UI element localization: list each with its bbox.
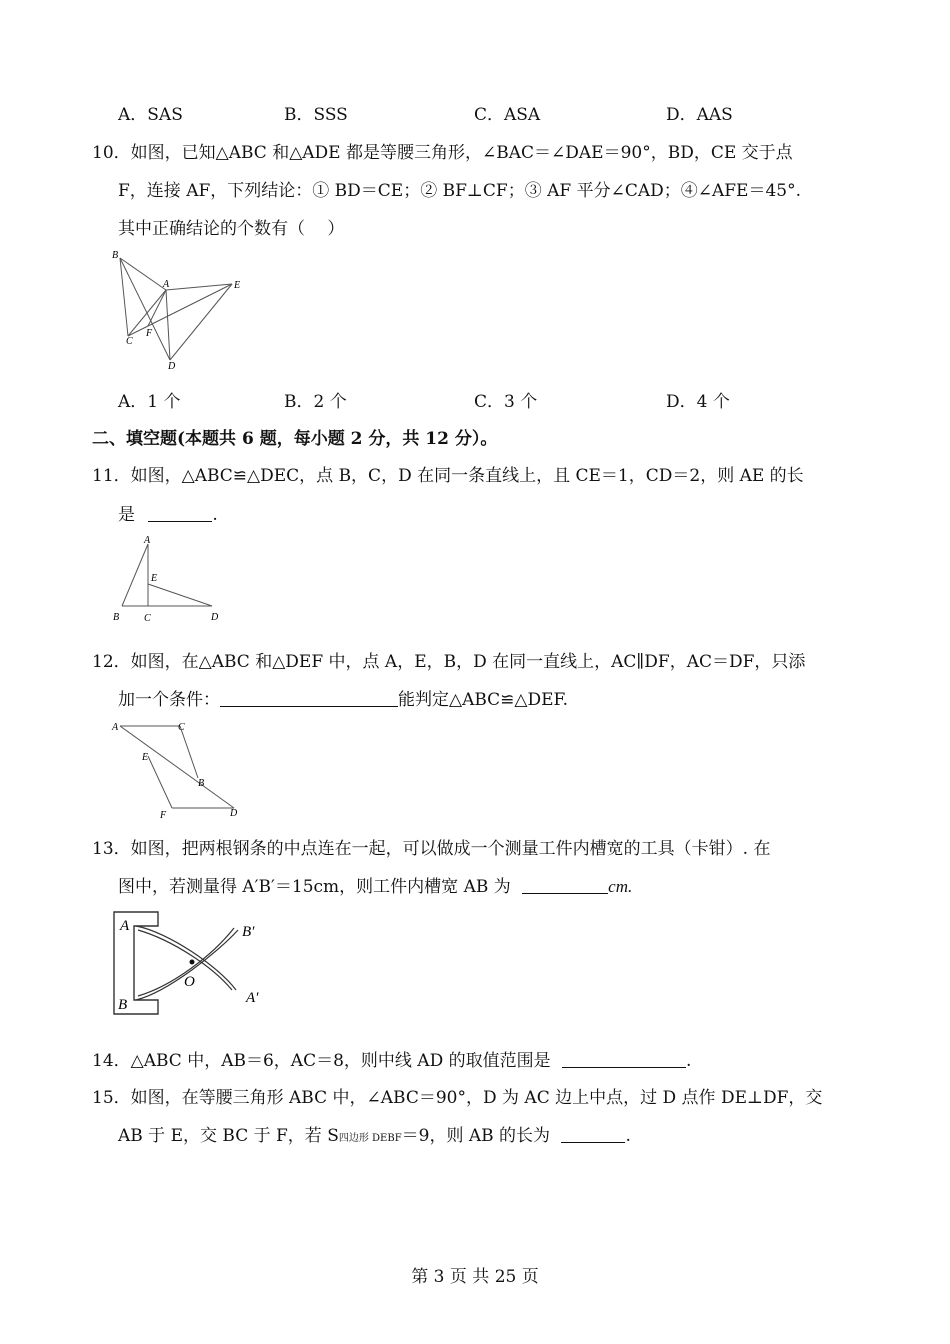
section-2-heading: 二、填空题(本题共 6 题，每小题 2 分，共 12 分）。: [92, 429, 498, 449]
q12-line-2-suffix: 能判定△ABC≌△DEF.: [398, 690, 569, 710]
q13-line-2: [118, 875, 632, 899]
q13-figure: [108, 906, 278, 1022]
q13-answer-blank[interactable]: [522, 875, 608, 894]
q11-line-1: 11．如图，△ABC≌△DEC，点 B，C，D 在同一条直线上，且 CE＝1，CD＝2，则 AE 的长: [92, 466, 804, 486]
q13-label-b-prime: B′: [242, 924, 255, 940]
q13-label-b: B: [118, 997, 128, 1013]
q13-label-o: O: [184, 974, 195, 990]
q9-option-b: B．SSS: [284, 105, 348, 125]
q10-label-b: B: [112, 250, 119, 261]
q12-label-a: A: [112, 722, 119, 733]
q9-option-d: D．AAS: [666, 105, 733, 125]
q13-line-2-prefix: 图中，若测量得 A′B′＝15cm，则工件内槽宽 AB 为: [118, 877, 511, 897]
q12-figure: [108, 716, 244, 820]
q12-line-2: [118, 688, 568, 712]
q14-line-1: [92, 1049, 691, 1073]
q15-line-2-subscript: 四边形 DEBF: [338, 1133, 402, 1144]
q13-label-a-prime: A′: [246, 990, 259, 1006]
q12-line-1: 12．如图，在△ABC 和△DEF 中，点 A，E，B，D 在同一直线上，AC∥DF，AC＝DF，只添: [92, 652, 806, 672]
q10-line-1: 10．如图，已知△ABC 和△ADE 都是等腰三角形，∠BAC＝∠DAE＝90°，BD，CE 交于点: [92, 143, 793, 163]
q11-label-c: C: [144, 613, 151, 624]
q13-line-2-suffix: cm.: [608, 877, 633, 896]
q10-label-d: D: [168, 361, 176, 372]
q10-option-d: D．4 个: [666, 392, 730, 412]
q11-line-2-prefix: 是: [118, 505, 135, 525]
q11-line-2: [118, 503, 218, 527]
q10-figure: [108, 248, 248, 372]
q10-line-3: 其中正确结论的个数有（ ）: [118, 219, 345, 239]
q15-line-2-prefix: AB 于 E，交 BC 于 F，若 S: [118, 1126, 339, 1146]
q10-label-a: A: [163, 279, 170, 290]
q9-option-c: C．ASA: [474, 105, 541, 125]
q10-option-a: A．1 个: [118, 392, 181, 412]
q11-label-e: E: [151, 573, 158, 584]
q10-option-c: C．3 个: [474, 392, 538, 412]
q11-answer-blank[interactable]: [148, 503, 212, 522]
q14-answer-blank[interactable]: [562, 1049, 686, 1068]
q12-label-c: C: [178, 722, 185, 733]
q13-label-a: A: [120, 918, 130, 934]
q10-label-c: C: [126, 336, 133, 347]
page-footer: 第 3 页 共 25 页: [411, 1267, 539, 1287]
q14-line-1-prefix: 14．△ABC 中，AB＝6，AC＝8，则中线 AD 的取值范围是: [92, 1051, 551, 1071]
q12-label-f: F: [160, 810, 167, 820]
q12-answer-blank[interactable]: [220, 688, 398, 707]
q13-pivot: [190, 960, 195, 965]
q13-line-1: 13．如图，把两根钢条的中点连在一起，可以做成一个测量工件内槽宽的工具（卡钳）. 在: [92, 839, 771, 859]
q9-option-a: A．SAS: [118, 105, 183, 125]
q15-answer-blank[interactable]: [561, 1124, 625, 1143]
q11-label-b: B: [113, 612, 120, 623]
q14-line-1-suffix: .: [686, 1051, 692, 1071]
q12-label-b: B: [198, 778, 205, 789]
q12-label-e: E: [142, 752, 149, 763]
q10-line-2: F，连接 AF，下列结论：① BD＝CE；② BF⊥CF；③ AF 平分∠CAD；④∠AFE＝45°.: [118, 181, 801, 201]
q10-label-e: E: [234, 280, 241, 291]
q10-label-f: F: [146, 328, 153, 339]
q15-line-2: [118, 1124, 631, 1151]
q11-line-2-suffix: .: [212, 505, 218, 525]
q12-line-2-prefix: 加一个条件：: [118, 690, 220, 710]
q11-label-d: D: [211, 612, 219, 623]
q10-option-b: B．2 个: [284, 392, 347, 412]
q15-line-2-suffix: .: [625, 1126, 631, 1146]
q15-line-1: 15．如图，在等腰三角形 ABC 中，∠ABC＝90°，D 为 AC 边上中点，过 D 点作 DE⊥DF，交: [92, 1088, 823, 1108]
q15-line-2-mid: ＝9，则 AB 的长为: [401, 1126, 551, 1146]
q11-figure: [108, 532, 228, 626]
q11-label-a: A: [144, 535, 151, 546]
q12-label-d: D: [230, 808, 238, 819]
